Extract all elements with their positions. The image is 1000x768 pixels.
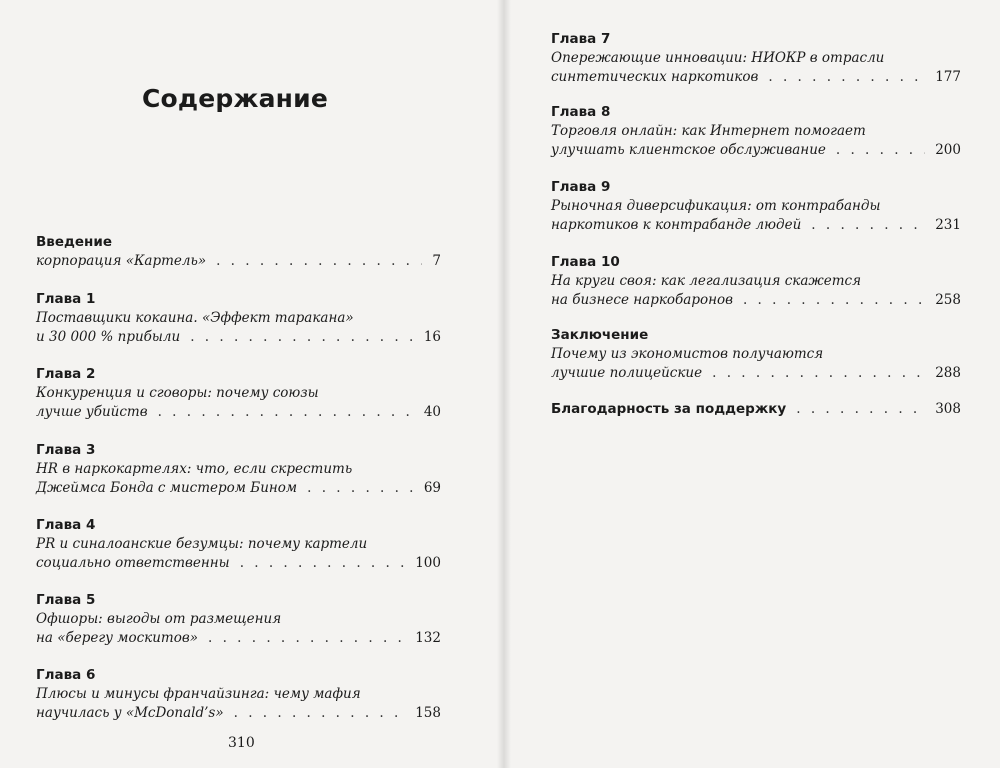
page-number: 310 xyxy=(228,735,255,751)
dot-leader xyxy=(712,364,925,383)
toc-page-number: 40 xyxy=(423,404,441,420)
toc-entry-title: синтетических наркотиков xyxy=(551,69,759,85)
dot-leader xyxy=(240,554,406,573)
toc-page-number: 7 xyxy=(432,253,441,269)
toc-entry-label: Глава 8 xyxy=(551,104,611,120)
toc-entry-chapter-1 xyxy=(36,290,441,347)
dot-leader xyxy=(216,252,422,271)
toc-entry-title: и 30 000 % прибыли xyxy=(36,329,181,345)
toc-entry-chapter-10 xyxy=(551,253,961,310)
toc-entry-title: наркотиков к контрабанде людей xyxy=(551,217,802,233)
toc-entry-title: на бизнесе наркобаронов xyxy=(551,292,733,308)
dot-leader xyxy=(768,68,925,87)
toc-entry-conclusion xyxy=(551,326,961,383)
toc-entry-row xyxy=(551,291,961,310)
toc-entry-subtitle: Конкуренция и сговоры: почему союзы xyxy=(36,385,319,401)
toc-page-number: 16 xyxy=(423,329,441,345)
toc-page-number: 100 xyxy=(415,555,441,571)
toc-entry-label: Глава 1 xyxy=(36,291,96,307)
toc-entry-subtitle: Опережающие инновации: НИОКР в отрасли xyxy=(551,50,885,66)
toc-entry-chapter-4 xyxy=(36,516,441,573)
toc-entry-subtitle: Торговля онлайн: как Интернет помогает xyxy=(551,123,866,139)
dot-leader xyxy=(234,704,406,723)
toc-page-number: 288 xyxy=(935,365,961,381)
toc-entry-label: Благодарность за поддержку xyxy=(551,401,787,417)
toc-entry-subtitle: Офшоры: выгоды от размещения xyxy=(36,611,282,627)
toc-entry-title: лучше убийств xyxy=(36,404,148,420)
toc-entry-label: Введение xyxy=(36,234,112,250)
toc-entry-subtitle: PR и синалоанские безумцы: почему картели xyxy=(36,536,368,552)
toc-entry-subtitle: Почему из экономистов получаются xyxy=(551,346,824,362)
toc-entry-title: научилась у «McDonald’s» xyxy=(36,705,224,721)
toc-entry-subtitle: HR в наркокартелях: что, если скрестить xyxy=(36,461,353,477)
toc-entry-chapter-7 xyxy=(551,30,961,87)
dot-leader xyxy=(307,479,414,498)
dot-leader xyxy=(796,400,925,419)
toc-page-number: 231 xyxy=(935,217,961,233)
toc-page-number: 200 xyxy=(935,142,961,158)
toc-entry-label: Глава 6 xyxy=(36,667,96,683)
book-gutter xyxy=(497,0,511,768)
toc-entry-row xyxy=(36,554,441,573)
toc-entry-row xyxy=(36,403,441,422)
dot-leader xyxy=(836,141,925,160)
toc-entry-label: Глава 9 xyxy=(551,179,611,195)
toc-entry-label: Глава 3 xyxy=(36,442,96,458)
toc-entry-label: Заключение xyxy=(551,327,649,343)
toc-entry-title: улучшать клиентское обслуживание xyxy=(551,142,826,158)
toc-page-number: 308 xyxy=(935,401,961,417)
toc-entry-row xyxy=(36,252,441,271)
toc-entry-row xyxy=(551,364,961,383)
toc-entry-label: Глава 4 xyxy=(36,517,96,533)
toc-entry-label: Глава 5 xyxy=(36,592,96,608)
toc-entry-row xyxy=(551,400,961,419)
dot-leader xyxy=(158,403,414,422)
toc-page-number: 132 xyxy=(415,630,441,646)
page-title: Содержание xyxy=(141,84,329,113)
toc-page-number: 258 xyxy=(935,292,961,308)
toc-entry-chapter-5 xyxy=(36,591,441,648)
toc-entry-chapter-3 xyxy=(36,441,441,498)
toc-entry-title: корпорация «Картель» xyxy=(36,253,207,269)
toc-entry-row xyxy=(36,629,441,648)
toc-page-number: 177 xyxy=(935,69,961,85)
toc-page-number: 158 xyxy=(415,705,441,721)
dot-leader xyxy=(208,629,405,648)
dot-leader xyxy=(811,216,925,235)
toc-entry-subtitle: Плюсы и минусы франчайзинга: чему мафия xyxy=(36,686,361,702)
dot-leader xyxy=(743,291,925,310)
toc-entry-row xyxy=(551,216,961,235)
toc-entry-title: лучшие полицейские xyxy=(551,365,703,381)
toc-entry-subtitle: Поставщики кокаина. «Эффект таракана» xyxy=(36,310,354,326)
toc-entry-label: Глава 7 xyxy=(551,31,611,47)
toc-entry-title: Джеймса Бонда с мистером Бином xyxy=(36,480,298,496)
toc-entry-chapter-2 xyxy=(36,365,441,422)
toc-entry-row xyxy=(551,68,961,87)
toc-entry-label: Глава 2 xyxy=(36,366,96,382)
toc-entry-row xyxy=(36,328,441,347)
toc-entry-chapter-6 xyxy=(36,666,441,723)
toc-entry-label: Глава 10 xyxy=(551,254,620,270)
toc-entry-subtitle: Рыночная диверсификация: от контрабанды xyxy=(551,198,881,214)
toc-page-number: 69 xyxy=(423,480,441,496)
toc-entry-chapter-9 xyxy=(551,178,961,235)
toc-entry-title: социально ответственны xyxy=(36,555,230,571)
toc-entry-introduction xyxy=(36,233,441,271)
dot-leader xyxy=(190,328,414,347)
toc-entry-title: на «берегу москитов» xyxy=(36,630,198,646)
toc-entry-subtitle: На круги своя: как легализация скажется xyxy=(551,273,862,289)
toc-entry-row xyxy=(36,479,441,498)
toc-entry-row xyxy=(36,704,441,723)
toc-entry-row xyxy=(551,141,961,160)
toc-entry-acknowledgements xyxy=(551,400,961,419)
toc-entry-chapter-8 xyxy=(551,103,961,160)
